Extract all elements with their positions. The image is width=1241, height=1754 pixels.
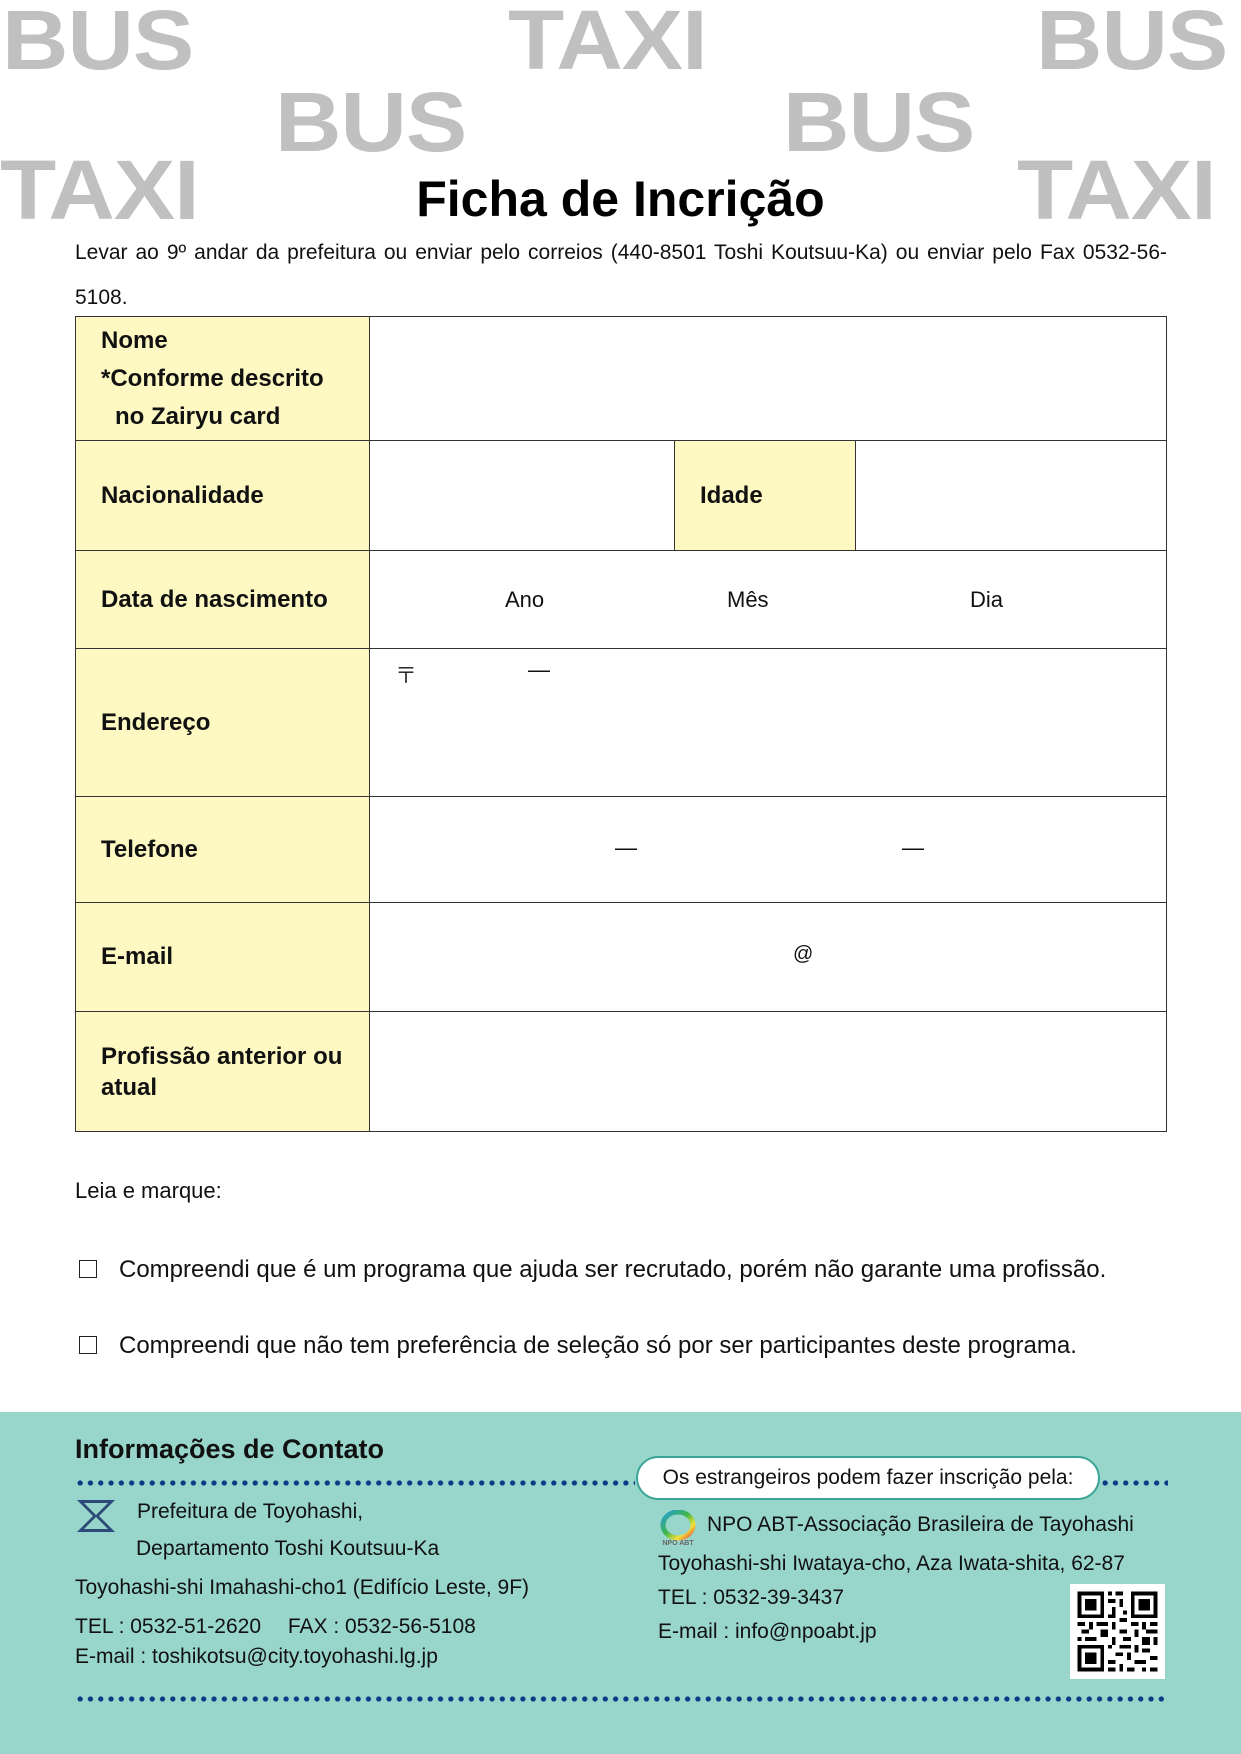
contact-footer — [0, 1412, 1241, 1754]
watermark-word: BUS — [2, 0, 194, 88]
postal-dash: — — [528, 657, 550, 682]
row-phone — [76, 797, 1167, 903]
city-tel-fax: TEL : 0532-51-2620 FAX : 0532-56-5108 — [75, 1615, 476, 1638]
birthdate-month-label: Mês — [727, 587, 769, 612]
name-label-note: no Zairyu card — [115, 402, 281, 430]
city-office-name: Prefeitura de Toyohashi, — [137, 1500, 364, 1523]
watermark-word: TAXI — [1017, 143, 1216, 238]
intro-text: Levar ao 9º andar da prefeitura ou enviar pelo correios (440-8501 Toshi Koutsuu-Ka) ou enviar pelo Fax 0532-56-5108. — [75, 241, 1167, 309]
qr-code-icon[interactable] — [1070, 1584, 1165, 1679]
email-label: E-mail — [76, 903, 370, 1012]
npo-abt-logo-icon — [658, 1510, 698, 1550]
profession-label: Profissão anterior ou atual — [76, 1012, 370, 1132]
city-address: Toyohashi-shi Imahashi-cho1 (Edifício Leste, 9F) — [75, 1576, 530, 1599]
nationality-field[interactable] — [370, 441, 675, 551]
birthdate-field[interactable] — [370, 551, 1167, 649]
dotted-divider — [75, 1480, 635, 1486]
watermark-word: BUS — [1036, 0, 1228, 88]
npo-address: Toyohashi-shi Iwataya-cho, Aza Iwata-shita, 62-87 — [658, 1552, 1125, 1575]
age-field[interactable] — [856, 441, 1167, 551]
email-field[interactable] — [370, 903, 1167, 1012]
foreigners-pill: Os estrangeiros podem fazer inscrição pela: — [636, 1456, 1100, 1500]
birthdate-label: Data de nascimento — [76, 551, 370, 649]
checklist-item-text: Compreendi que é um programa que ajuda ser recrutado, porém não garante uma profissão. — [119, 1256, 1107, 1283]
svg-text:NPO ABT: NPO ABT — [662, 1540, 694, 1546]
name-label-note: *Conforme descrito — [101, 364, 324, 392]
npo-name: NPO ABT-Associação Brasileira de Tayohashi — [707, 1513, 1134, 1536]
page-title: Ficha de Incrição — [416, 171, 825, 227]
registration-form — [75, 316, 1167, 1132]
address-field[interactable] — [370, 649, 1167, 797]
checklist-item-text: Compreendi que não tem preferência de seleção só por ser participantes deste programa. — [119, 1332, 1077, 1359]
checkbox[interactable] — [79, 1336, 97, 1354]
npo-email[interactable]: E-mail : info@npoabt.jp — [658, 1620, 877, 1643]
watermark-word: TAXI — [0, 143, 199, 238]
age-label: Idade — [675, 441, 856, 551]
birthdate-day-label: Dia — [970, 587, 1004, 612]
phone-dash: — — [615, 835, 637, 860]
name-label — [76, 317, 370, 441]
row-email — [76, 903, 1167, 1012]
row-address — [76, 649, 1167, 797]
dotted-divider — [1100, 1480, 1168, 1486]
checkbox[interactable] — [79, 1260, 97, 1278]
city-department: Departamento Toshi Koutsuu-Ka — [136, 1537, 440, 1560]
birthdate-year-label: Ano — [505, 587, 545, 612]
npo-tel: TEL : 0532-39-3437 — [658, 1586, 845, 1609]
email-at-sign: @ — [793, 943, 814, 965]
row-nationality-age — [76, 441, 1167, 551]
watermark-word: BUS — [275, 75, 467, 170]
checklist-heading: Leia e marque: — [75, 1178, 222, 1203]
watermark-word: BUS — [783, 75, 975, 170]
checklist-item[interactable] — [75, 1256, 1106, 1284]
row-profession — [76, 1012, 1167, 1132]
contact-heading: Informações de Contato — [75, 1434, 385, 1464]
nationality-label: Nacionalidade — [76, 441, 370, 551]
address-label: Endereço — [76, 649, 370, 797]
toyohashi-emblem-icon — [75, 1498, 117, 1534]
phone-dash: — — [902, 835, 924, 860]
dotted-divider — [75, 1696, 1168, 1702]
row-birthdate — [76, 551, 1167, 649]
postal-mark-icon: 〒 — [395, 663, 418, 688]
profession-field[interactable] — [370, 1012, 1167, 1132]
watermark-word: TAXI — [508, 0, 707, 88]
name-label-line: Nome — [101, 326, 168, 354]
name-field[interactable] — [370, 317, 1167, 441]
checklist-item[interactable] — [75, 1332, 1077, 1360]
phone-field[interactable] — [370, 797, 1167, 903]
row-name — [76, 317, 1167, 441]
city-email[interactable]: E-mail : toshikotsu@city.toyohashi.lg.jp — [75, 1645, 438, 1668]
phone-label: Telefone — [76, 797, 370, 903]
